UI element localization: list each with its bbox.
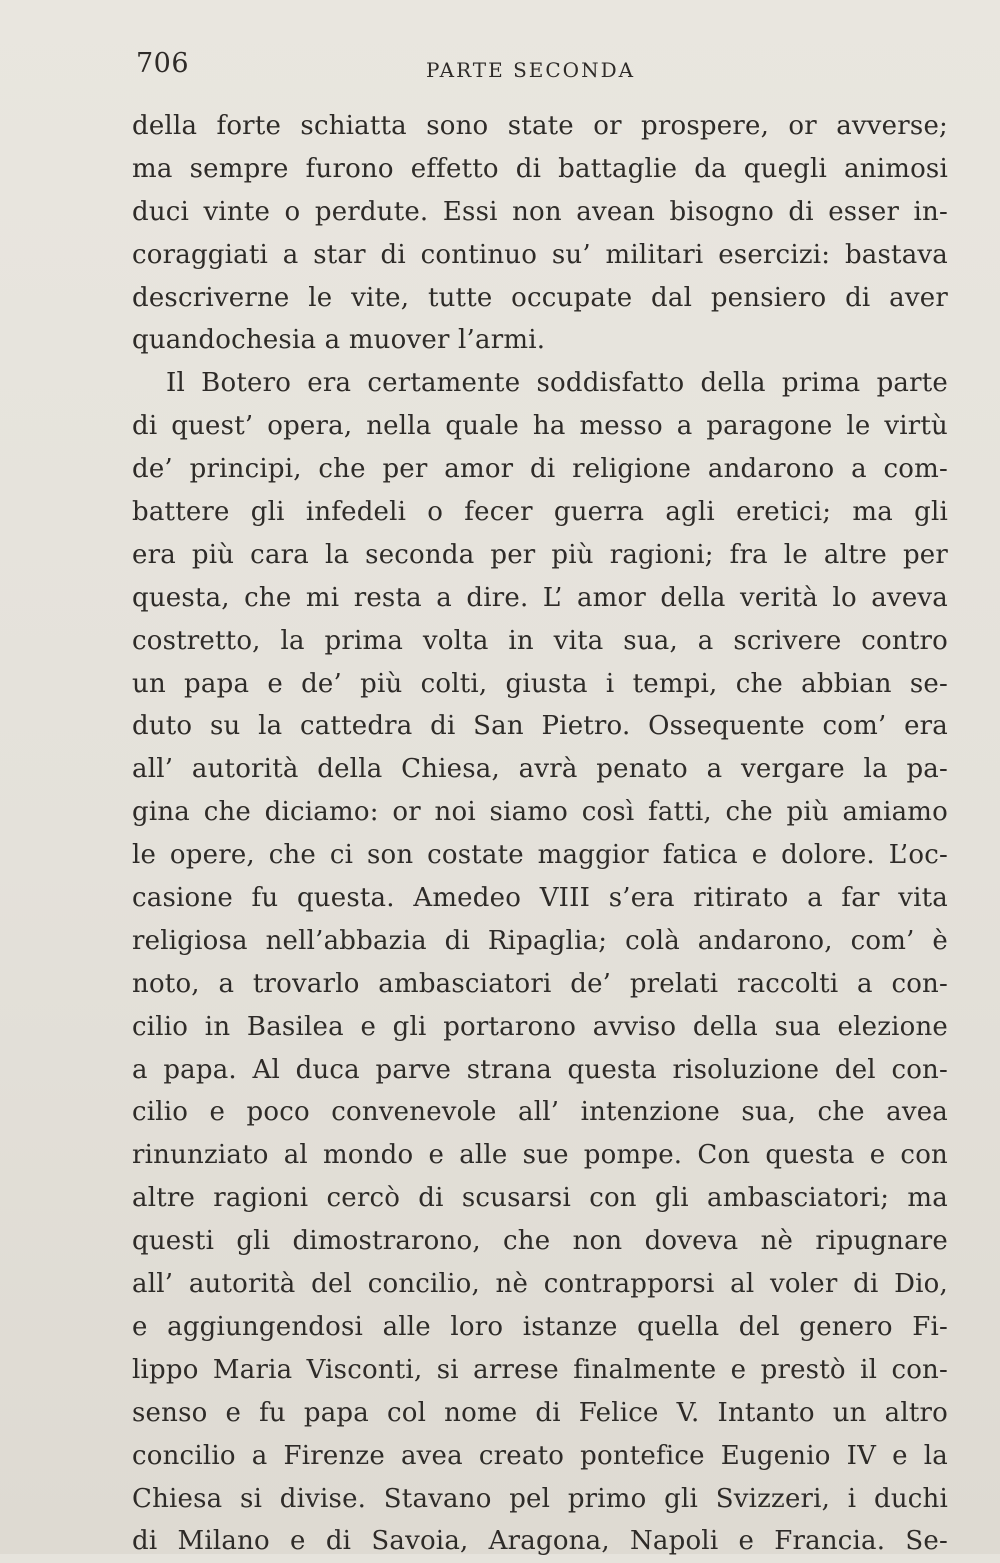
text-line: descriverne le vite, tutte occupate dal pensiero di aver: [132, 282, 948, 313]
text-line: de’ principi, che per amor di religione andarono a com-: [132, 454, 948, 485]
text-line: di quest’ opera, nella quale ha messo a paragone le virtù: [132, 411, 948, 442]
text-line: concilio a Firenze avea creato pontefice Eugenio IV e la: [132, 1440, 948, 1471]
text-line: religiosa nell’abbazia di Ripaglia; colà andarono, com’ è: [132, 925, 948, 956]
text-line: questi gli dimostrarono, che non doveva nè ripugnare: [132, 1226, 948, 1257]
text-line: Il Botero era certamente soddisfatto della prima parte: [166, 368, 948, 399]
text-line: senso e fu papa col nome di Felice V. Intanto un altro: [132, 1397, 948, 1428]
page-header: [136, 48, 948, 88]
body-text: [132, 105, 948, 1563]
text-line: battere gli infedeli o fecer guerra agli eretici; ma gli: [132, 497, 948, 528]
text-line: noto, a trovarlo ambasciatori de’ prelati raccolti a con-: [132, 968, 948, 999]
text-line: questa, che mi resta a dire. L’ amor della verità lo aveva: [132, 582, 948, 613]
text-line: gina che diciamo: or noi siamo così fatti, che più amiamo: [132, 797, 948, 828]
text-line: di Milano e di Savoia, Aragona, Napoli e Francia. Se-: [132, 1526, 948, 1557]
text-line: all’ autorità della Chiesa, avrà penato a vergare la pa-: [132, 754, 948, 785]
page-number: 706: [136, 48, 190, 79]
text-line: costretto, la prima volta in vita sua, a scrivere contro: [132, 625, 948, 656]
text-line: a papa. Al duca parve strana questa risoluzione del con-: [132, 1054, 948, 1085]
text-line: era più cara la seconda per più ragioni; fra le altre per: [132, 539, 948, 570]
text-line: della forte schiatta sono state or prospere, or avverse;: [132, 111, 948, 141]
text-line: quandochesia a muover l’armi.: [132, 325, 546, 356]
text-line: rinunziato al mondo e alle sue pompe. Con questa e con: [132, 1140, 948, 1171]
text-line: Chiesa si divise. Stavano pel primo gli Svizzeri, i duchi: [132, 1483, 948, 1514]
text-line: duto su la cattedra di San Pietro. Ossequente com’ era: [132, 711, 948, 742]
text-line: duci vinte o perdute. Essi non avean bisogno di esser in-: [132, 196, 948, 227]
text-line: cilio in Basilea e gli portarono avviso della sua elezione: [132, 1011, 948, 1042]
text-line: all’ autorità del concilio, nè contrapporsi al voler di Dio,: [132, 1269, 948, 1300]
text-line: cilio e poco convenevole all’ intenzione sua, che avea: [132, 1097, 948, 1128]
text-line: altre ragioni cercò di scusarsi con gli ambasciatori; ma: [132, 1183, 948, 1214]
text-line: casione fu questa. Amedeo VIII s’era ritirato a far vita: [132, 883, 948, 914]
running-head: PARTE SECONDA: [426, 58, 636, 82]
text-line: un papa e de’ più colti, giusta i tempi, che abbian se-: [132, 668, 948, 699]
text-line: lippo Maria Visconti, si arrese finalmente e prestò il con-: [132, 1354, 948, 1385]
text-line: le opere, che ci son costate maggior fatica e dolore. L’oc-: [132, 840, 948, 871]
text-line: ma sempre furono effetto di battaglie da quegli animosi: [132, 153, 948, 184]
text-line: coraggiati a star di continuo su’ militari esercizi: bastava: [132, 239, 948, 270]
text-line: e aggiungendosi alle loro istanze quella del genero Fi-: [132, 1311, 948, 1342]
